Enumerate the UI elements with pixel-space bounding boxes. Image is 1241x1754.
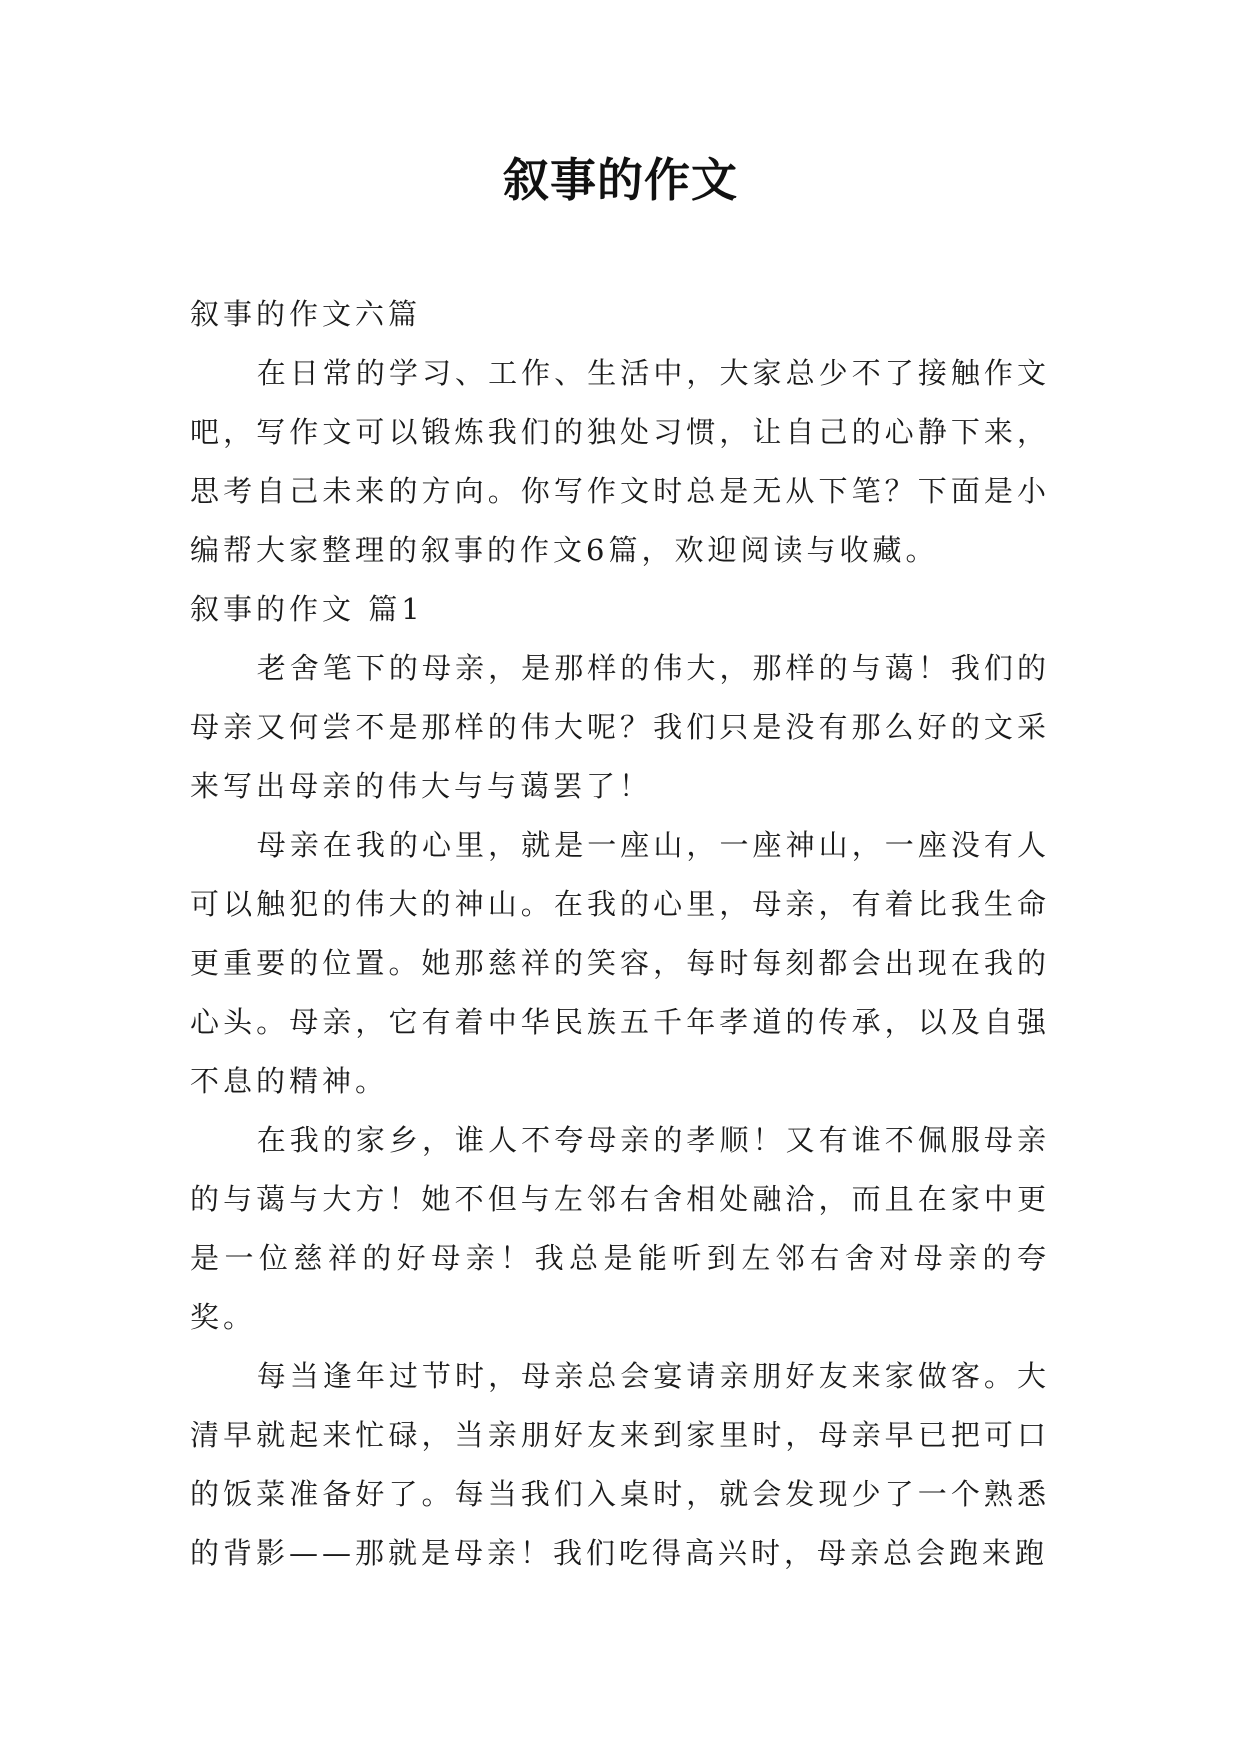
document-subtitle: 叙事的作文六篇 <box>190 297 422 331</box>
body-paragraph: 每当逢年过节时，母亲总会宴请亲朋好友来家做客。大清早就起来忙碌，当亲朋好友来到家里时，母亲早已把可口的饭菜准备好了。每当我们入桌时，就会发现少了一个熟悉的背影——那就是母亲！我们吃得高兴时，母亲总会跑来跑 <box>190 1359 1050 1570</box>
section-heading: 叙事的作文 篇1 <box>190 592 424 626</box>
body-paragraph: 在我的家乡，谁人不夸母亲的孝顺！又有谁不佩服母亲的与蔼与大方！她不但与左邻右舍相处融洽，而且在家中更是一位慈祥的好母亲！我总是能听到左邻右舍对母亲的夸奖。 <box>190 1123 1050 1334</box>
body-paragraph: 母亲在我的心里，就是一座山，一座神山，一座没有人可以触犯的伟大的神山。在我的心里，母亲，有着比我生命更重要的位置。她那慈祥的笑容，每时每刻都会出现在我的心头。母亲，它有着中华民族五千年孝道的传承，以及自强不息的精神。 <box>190 828 1050 1098</box>
document-body <box>190 285 1050 1583</box>
intro-paragraph: 在日常的学习、工作、生活中，大家总少不了接触作文吧，写作文可以锻炼我们的独处习惯，让自己的心静下来，思考自己未来的方向。你写作文时总是无从下笔？下面是小编帮大家整理的叙事的作文6篇，欢迎阅读与收藏。 <box>190 356 1050 567</box>
body-paragraph: 老舍笔下的母亲，是那样的伟大，那样的与蔼！我们的母亲又何尝不是那样的伟大呢？我们只是没有那么好的文采来写出母亲的伟大与与蔼罢了！ <box>190 651 1050 803</box>
page-title: 叙事的作文 <box>503 153 738 207</box>
